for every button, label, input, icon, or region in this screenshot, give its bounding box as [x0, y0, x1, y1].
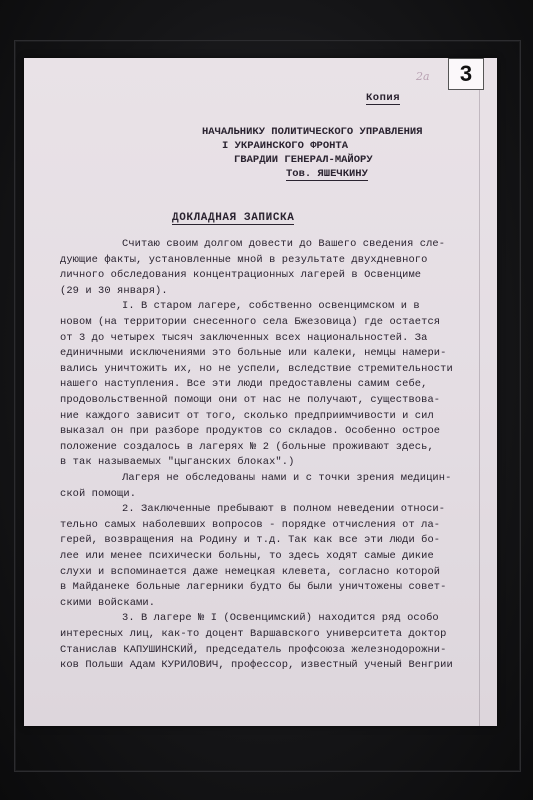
memo-body-line: выказал он при разборе продуктов со складов. Особенно острое: [60, 425, 441, 438]
memo-body-line: продовольственной помощи они от нас не получают, существова-: [60, 394, 441, 406]
memo-body-line: в Майданеке больные лагерники будто бы были уничтожены совет-: [60, 581, 447, 594]
memo-body-line: Считаю своим долгом довести до Вашего сведения сле-: [122, 238, 446, 250]
memo-body-line: новом (на территории снесенного села Бжезовица) где остается: [60, 316, 441, 328]
memo-body-line: герей, возвращения на Родину и т.д. Так как все эти люди бо-: [60, 534, 441, 547]
addressee-line: ГВАРДИИ ГЕНЕРАЛ-МАЙОРУ: [234, 154, 373, 166]
memo-body-line: Лагеря не обследованы нами и с точки зрения медицин-: [122, 472, 452, 484]
memo-body-line: дующие факты, установленные мной в результате двухдневного: [60, 253, 428, 266]
memo-body-line: тельно самых наболевших вопросов - порядке отчисления от ла-: [60, 518, 441, 531]
memo-body-line: единичными исключениями это больные или калеки, немцы намери-: [60, 347, 447, 360]
memo-body-line: личного обследования концентрационных лагерей в Освенциме: [60, 269, 422, 282]
memo-body-line: I. В старом лагере, собственно освенцимском и в: [122, 300, 420, 313]
memo-body-line: положение создалось в лагерях № 2 (больные проживают здесь,: [60, 440, 434, 453]
memo-title: ДОКЛАДНАЯ ЗАПИСКА: [172, 212, 295, 224]
memo-body-line: Станислав КАПУШИНСКИЙ, председатель профсоюза железнодорожни-: [60, 643, 447, 656]
memo-body-line: 3. В лагере № I (Освенцимский) находится ряд особо: [122, 612, 439, 625]
memo-body-line: от 3 до четырех тысяч заключенных всех национальностей. За: [60, 331, 428, 344]
addressee-line: I УКРАИНСКОГО ФРОНТА: [222, 140, 349, 152]
memo-body-line: ской помощи.: [60, 487, 137, 500]
memo-body-line: нашего наступления. Все эти люди предоставлены самим себе,: [60, 378, 428, 391]
memo-body-line: слухи и вспоминается даже немецкая клевета, согласно которой: [60, 565, 441, 578]
addressee-name: Тов. ЯШЕЧКИНУ: [286, 168, 368, 180]
memo-body-line: ков Польши Адам КУРИЛОВИЧ, профессор, известный ученый Венгрии: [60, 659, 453, 672]
memo-body-line: интересных лиц, как-то доцент Варшавского университета доктор: [60, 628, 447, 640]
memo-body-line: 2. Заключенные пребывают в полном неведении относи-: [122, 503, 446, 516]
memo-body-line: ние каждого зависит от того, сколько предприимчивости и сил: [60, 409, 434, 422]
copy-label: Копия: [366, 92, 401, 104]
addressee-line: НАЧАЛЬНИКУ ПОЛИТИЧЕСКОГО УПРАВЛЕНИЯ: [202, 126, 423, 138]
memo-body-line: (29 и 30 января).: [60, 284, 168, 297]
page-crease: [479, 58, 480, 726]
memo-body-line: вались уничтожить их, но не успели, вследствие стремительности: [60, 362, 453, 375]
document-page: [24, 58, 497, 726]
memo-body-line: скими войсками.: [60, 596, 156, 609]
handwritten-note: 2а: [416, 70, 430, 83]
page-number-label: 3: [448, 58, 484, 90]
memo-body-line: в так называемых "цыганских блоках".): [60, 456, 295, 469]
memo-body-line: лее или менее психически больны, то здесь ходят самые дикие: [60, 550, 434, 562]
